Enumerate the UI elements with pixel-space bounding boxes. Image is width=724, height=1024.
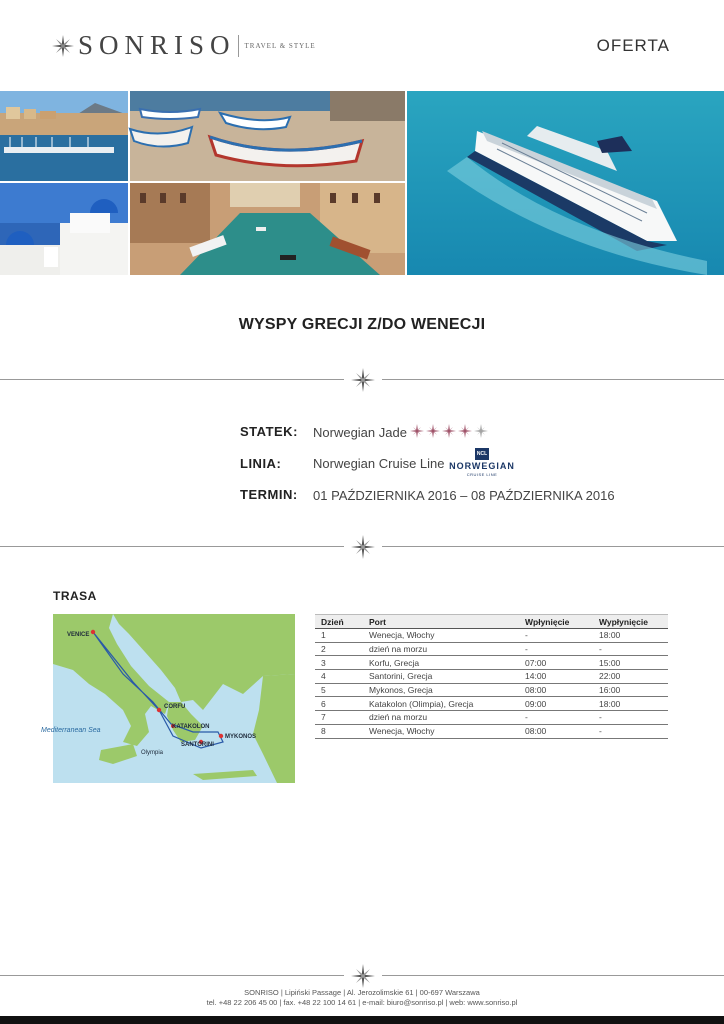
cell-day: 4 <box>315 670 363 684</box>
compass-star-icon <box>52 35 74 57</box>
map-label-venice: VENICE <box>67 632 90 638</box>
map-label-katakolon: KATAKOLON <box>172 724 210 730</box>
rating-star-icon <box>426 424 440 438</box>
cell-port: dzień na morzu <box>363 642 519 656</box>
footer-address: SONRISO | Lipiński Passage | Al. Jerozolimskie 61 | 00-697 Warszawa <box>244 988 480 997</box>
table-row <box>315 670 668 684</box>
ncl-abbr: NCL <box>475 448 489 460</box>
col-header-port: Port <box>363 615 519 629</box>
cell-day: 1 <box>315 629 363 643</box>
term-dates: 01 PAŹDZIERNIKA 2016 – 08 PAŹDZIERNIKA 2016 <box>313 488 615 503</box>
table-row <box>315 697 668 711</box>
cell-port: Wenecja, Włochy <box>363 629 519 643</box>
photo-strip <box>0 91 724 275</box>
rating-star-icon <box>474 424 488 438</box>
route-map <box>41 614 295 783</box>
cell-arrival: - <box>519 629 593 643</box>
cell-arrival: - <box>519 642 593 656</box>
map-label-corfu: CORFU <box>164 704 186 710</box>
table-row <box>315 642 668 656</box>
rating-star-icon <box>442 424 456 438</box>
term-label: TERMIN: <box>240 487 298 502</box>
cruise-line-name: Norwegian Cruise Line <box>313 456 445 471</box>
col-header-day: Dzień <box>315 615 363 629</box>
cell-arrival: 08:00 <box>519 724 593 738</box>
rating-star-icon <box>458 424 472 438</box>
document-type: OFERTA <box>596 36 670 55</box>
cell-departure: - <box>593 642 668 656</box>
compass-star-icon <box>351 964 375 988</box>
line-label: LINIA: <box>240 456 282 471</box>
map-label-sea: Mediterranean Sea <box>41 727 101 734</box>
ncl-name: NORWEGIAN <box>449 461 515 471</box>
bottom-bar <box>0 1016 724 1024</box>
footer-divider <box>0 964 724 988</box>
footer-contact: tel. +48 22 206 45 00 | fax. +48 22 100 14 61 | e-mail: biuro@sonriso.pl | web: www.sonriso.pl <box>206 998 518 1007</box>
map-label-olympia: Olympia <box>141 750 164 756</box>
cell-port: Katakolon (Olimpia), Grecja <box>363 697 519 711</box>
cell-port: Wenecja, Włochy <box>363 724 519 738</box>
ship-rating <box>410 424 488 438</box>
cell-day: 8 <box>315 724 363 738</box>
ncl-logo <box>444 448 520 478</box>
cell-day: 3 <box>315 656 363 670</box>
cell-port: Korfu, Grecja <box>363 656 519 670</box>
cell-departure: 16:00 <box>593 683 668 697</box>
logo-divider <box>238 35 239 57</box>
cell-departure: 18:00 <box>593 629 668 643</box>
section-divider <box>0 535 724 559</box>
compass-star-icon <box>351 535 375 559</box>
cell-arrival: 08:00 <box>519 683 593 697</box>
ncl-sub: CRUISE LINE <box>466 472 498 477</box>
cell-day: 2 <box>315 642 363 656</box>
santorini-photo <box>0 183 128 275</box>
cell-departure: - <box>593 711 668 725</box>
table-row <box>315 711 668 725</box>
route-heading: TRASA <box>53 589 97 603</box>
table-row <box>315 724 668 738</box>
brand-tagline: TRAVEL & STYLE <box>244 41 316 50</box>
ship-label: STATEK: <box>240 424 298 439</box>
cruise-ship-photo <box>407 91 724 275</box>
cell-departure: 22:00 <box>593 670 668 684</box>
cell-arrival: 07:00 <box>519 656 593 670</box>
cell-departure: 15:00 <box>593 656 668 670</box>
cell-arrival: - <box>519 711 593 725</box>
brand-logo[interactable] <box>52 30 316 61</box>
cell-day: 6 <box>315 697 363 711</box>
map-label-mykonos: MYKONOS <box>225 734 257 740</box>
cell-day: 7 <box>315 711 363 725</box>
cell-arrival: 09:00 <box>519 697 593 711</box>
cell-day: 5 <box>315 683 363 697</box>
rating-star-icon <box>410 424 424 438</box>
table-row <box>315 656 668 670</box>
harbor-photo <box>0 91 128 181</box>
ship-name: Norwegian Jade <box>313 425 407 440</box>
cell-port: Santorini, Grecja <box>363 670 519 684</box>
route-table <box>315 614 668 739</box>
cell-arrival: 14:00 <box>519 670 593 684</box>
venice-canal-photo <box>130 183 405 275</box>
table-row <box>315 683 668 697</box>
page-title: WYSPY GRECJI Z/DO WENECJI <box>238 316 486 333</box>
map-label-santorini: SANTORINI <box>181 742 214 748</box>
table-row <box>315 629 668 643</box>
header <box>0 0 724 90</box>
table-header-row <box>315 615 668 629</box>
cell-port: dzień na morzu <box>363 711 519 725</box>
col-header-arrival: Wpłynięcie <box>519 615 593 629</box>
cell-departure: 18:00 <box>593 697 668 711</box>
brand-name: SONRISO <box>78 30 236 60</box>
cell-departure: - <box>593 724 668 738</box>
compass-star-icon <box>351 368 375 392</box>
boats-beach-photo <box>130 91 405 181</box>
col-header-departure: Wypłynięcie <box>593 615 668 629</box>
section-divider <box>0 368 724 392</box>
cell-port: Mykonos, Grecja <box>363 683 519 697</box>
